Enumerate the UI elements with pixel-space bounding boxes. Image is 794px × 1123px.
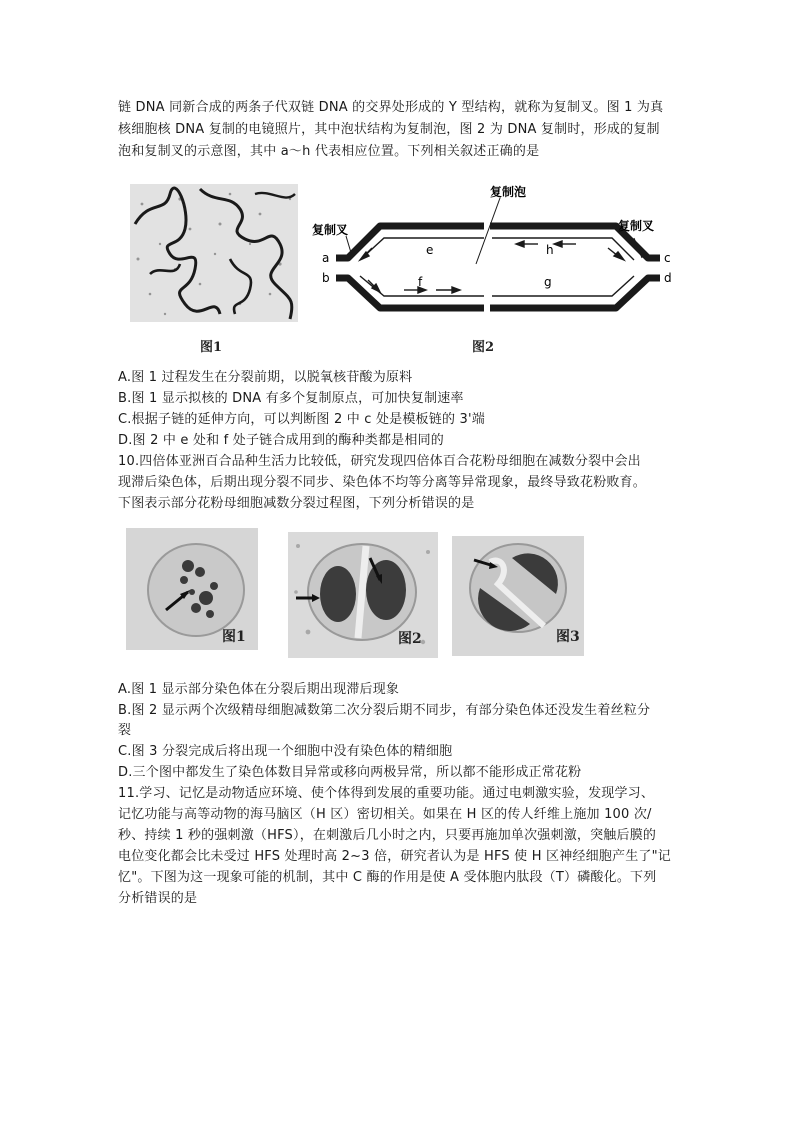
fig1-micrograph — [130, 184, 298, 322]
label-fork-left: 复制叉 — [312, 223, 349, 237]
label-c: c — [664, 251, 671, 265]
q9-option-d: D.图 2 中 e 处和 f 处子链合成用到的酶种类都是相同的 — [118, 433, 444, 448]
q11-stem-line-6: 分析错误的是 — [118, 891, 198, 906]
q10-fig1-caption: 图1 — [222, 629, 246, 645]
label-replication-bubble: 复制泡 — [490, 185, 527, 199]
q11-stem-line-1: 11.学习、记忆是动物适应环境、使个体得到发展的重要功能。通过电刺激实验，发现学习、 — [118, 786, 655, 801]
label-f: f — [418, 275, 423, 289]
q11-stem-line-3: 秒、持续 1 秒的强刺激（HFS），在刺激后几小时之内，只要再施加单次强刺激，突触后膜的 — [118, 828, 657, 843]
fig2-replication-diagram — [308, 176, 678, 326]
q11-stem-line-4: 电位变化都会比未受过 HFS 处理时高 2~3 倍，研究者认为是 HFS 使 H 区神经细胞产生了"记 — [118, 849, 672, 864]
label-b: b — [322, 271, 330, 285]
fig1-caption: 图1 — [200, 340, 223, 355]
intro-line-2: 核细胞核 DNA 复制的电镜照片，其中泡状结构为复制泡，图 2 为 DNA 复制时，形成的复制 — [118, 122, 660, 137]
fig2-caption: 图2 — [472, 340, 495, 355]
intro-line-3: 泡和复制叉的示意图，其中 a～h 代表相应位置。下列相关叙述正确的是 — [118, 144, 540, 159]
label-e: e — [426, 243, 434, 257]
label-g: g — [544, 275, 552, 289]
q10-fig1-micrograph — [126, 528, 258, 650]
q10-option-a: A.图 1 显示部分染色体在分裂后期出现滞后现象 — [118, 682, 400, 697]
q9-option-c: C.根据子链的延伸方向，可以判断图 2 中 c 处是模板链的 3'端 — [118, 412, 485, 427]
q10-fig2-caption: 图2 — [398, 631, 422, 647]
q9-option-a: A.图 1 过程发生在分裂前期，以脱氧核苷酸为原料 — [118, 370, 413, 385]
q11-stem-line-2: 记忆功能与高等动物的海马脑区（H 区）密切相关。如果在 H 区的传人纤维上施加 100 次/ — [118, 807, 652, 822]
intro-line-1: 链 DNA 同新合成的两条子代双链 DNA 的交界处形成的 Y 型结构，就称为复制叉。图 1 为真 — [118, 100, 664, 115]
label-fork-right: 复制叉 — [618, 219, 655, 233]
figure-q9 — [118, 170, 678, 360]
q10-stem-line-3: 下图表示部分花粉母细胞减数分裂过程图，下列分析错误的是 — [118, 496, 475, 511]
q10-option-b-cont: 裂 — [118, 723, 132, 738]
q10-option-d: D.三个图中都发生了染色体数目异常或移向两极异常，所以都不能形成正常花粉 — [118, 765, 582, 780]
q10-fig3-micrograph — [452, 536, 584, 656]
label-d: d — [664, 271, 672, 285]
q11-stem-line-5: 忆"。下图为这一现象可能的机制，其中 C 酶的作用是使 A 受体胞内肽段（T）磷酸化。下列 — [118, 870, 657, 885]
q10-stem-line-2: 现滞后染色体，后期出现分裂不同步、染色体不均等分离等异常现象，最终导致花粉败育。 — [118, 475, 647, 490]
q10-option-b: B.图 2 显示两个次级精母细胞减数第二次分裂后期不同步，有部分染色体还没发生着丝粒分 — [118, 703, 651, 718]
q10-fig3-caption: 图3 — [556, 629, 580, 645]
q9-option-b: B.图 1 显示拟核的 DNA 有多个复制原点，可加快复制速率 — [118, 391, 464, 406]
label-a: a — [322, 251, 330, 265]
q10-option-c: C.图 3 分裂完成后将出现一个细胞中没有染色体的精细胞 — [118, 744, 453, 759]
q10-stem-line-1: 10.四倍体亚洲百合品种生活力比较低，研究发现四倍体百合花粉母细胞在减数分裂中会出 — [118, 454, 641, 469]
q10-fig2-micrograph — [288, 532, 438, 658]
label-h: h — [546, 243, 554, 257]
